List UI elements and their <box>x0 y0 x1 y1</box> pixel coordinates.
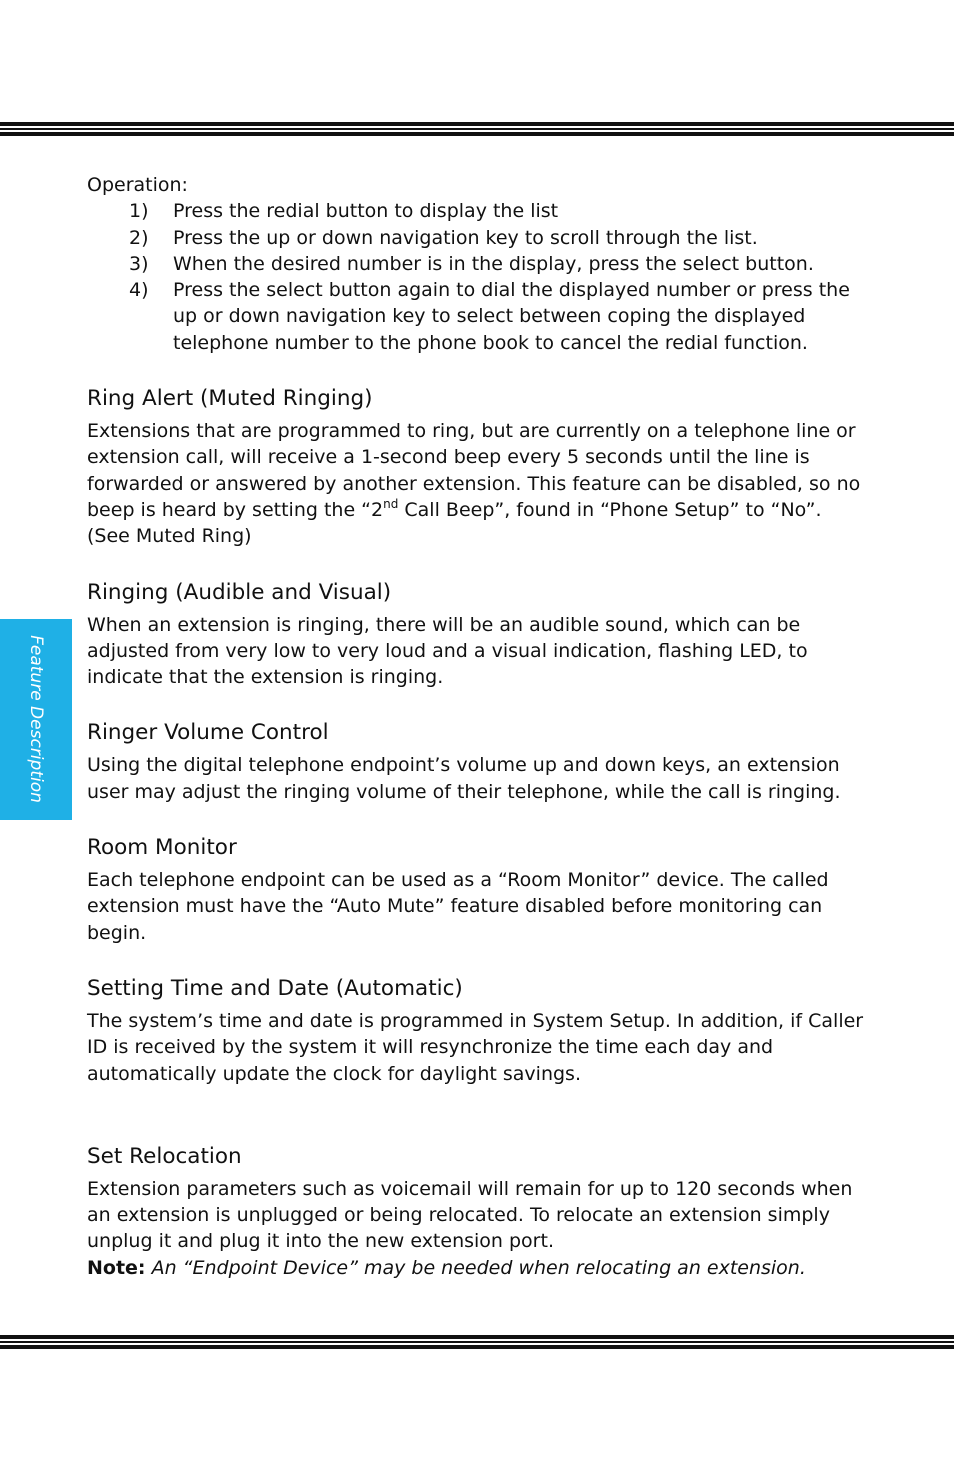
footer-rule-line <box>0 1341 954 1343</box>
operation-label: Operation: <box>87 174 188 196</box>
time-date-body: The system’s time and date is programmed in System Setup. In addition, if Caller ID is received by the system it will resynchronize the time each day and automatically update the clock for daylight savings. <box>87 1009 864 1085</box>
header-rule-line <box>0 122 954 126</box>
footer-rule-line <box>0 1335 954 1339</box>
set-relocation-body: Extension parameters such as voicemail will remain for up to 120 seconds when an extension is unplugged or being relocated. To relocate an extension simply unplug it and plug it into the new extension port. <box>87 1177 853 1253</box>
room-monitor-body: Each telephone endpoint can be used as a “Room Monitor” device. The called extension must have the “Auto Mute” feature disabled before monitoring can begin. <box>87 869 829 944</box>
header-rule <box>0 120 954 140</box>
operation-steps <box>87 198 877 356</box>
step-number: 3) <box>129 252 149 275</box>
step-text: When the desired number is in the display, press the select button. <box>173 252 814 275</box>
note-text: An “Endpoint Device” may be needed when relocating an extension. <box>145 1256 806 1279</box>
step-text: Press the redial button to display the list <box>173 200 559 223</box>
step-number: 1) <box>129 200 149 223</box>
ring-alert-see-also: (See Muted Ring) <box>87 525 252 548</box>
footer-rule-line <box>0 1345 954 1349</box>
side-tab-label: Feature Description <box>26 635 46 803</box>
header-rule-line <box>0 132 954 136</box>
header-rule-line <box>0 128 954 130</box>
operation-step <box>87 277 877 356</box>
ordinal-suffix: nd <box>383 496 399 511</box>
section-title-ring-alert: Ring Alert (Muted Ringing) <box>87 386 373 412</box>
step-text: Press the up or down navigation key to scroll through the list. <box>173 226 758 249</box>
page-content <box>87 172 877 1281</box>
ringer-volume-body: Using the digital telephone endpoint’s volume up and down keys, an extension user may adjust the ringing volume of their telephone, while the call is ringing. <box>87 754 841 803</box>
step-text: Press the select button again to dial the displayed number or press the up or down navigation key to select between coping the displayed telephone number to the phone book to cancel the redial function. <box>173 279 850 354</box>
ringing-body: When an extension is ringing, there will be an audible sound, which can be adjusted from very low to very loud and a visual indication, flashing LED, to indicate that the extension is ringing. <box>87 613 808 689</box>
operation-step <box>87 251 877 277</box>
ring-alert-body <box>87 418 877 523</box>
section-side-tab <box>0 619 72 820</box>
section-title-set-relocation: Set Relocation <box>87 1143 242 1169</box>
ring-alert-text: Extensions that are programmed to ring, but are currently on a telephone line or extension call, will receive a 1-second beep every 5 seconds until the line is forwarded or answered by another extension. This feature can be disabled, so no beep is heard by setting the “2 <box>87 420 861 521</box>
step-number: 4) <box>129 279 149 302</box>
operation-step <box>87 225 877 251</box>
section-title-ringer-volume: Ringer Volume Control <box>87 720 329 746</box>
section-title-ringing: Ringing (Audible and Visual) <box>87 579 392 605</box>
note-label: Note: <box>87 1256 146 1279</box>
set-relocation-note <box>87 1255 877 1281</box>
section-title-room-monitor: Room Monitor <box>87 835 237 861</box>
ring-alert-text-end: Call Beep”, found in “Phone Setup” to “No”. <box>398 498 822 521</box>
step-number: 2) <box>129 226 149 249</box>
footer-rule <box>0 1333 954 1353</box>
section-title-time-date: Setting Time and Date (Automatic) <box>87 975 463 1001</box>
operation-step <box>87 198 877 224</box>
